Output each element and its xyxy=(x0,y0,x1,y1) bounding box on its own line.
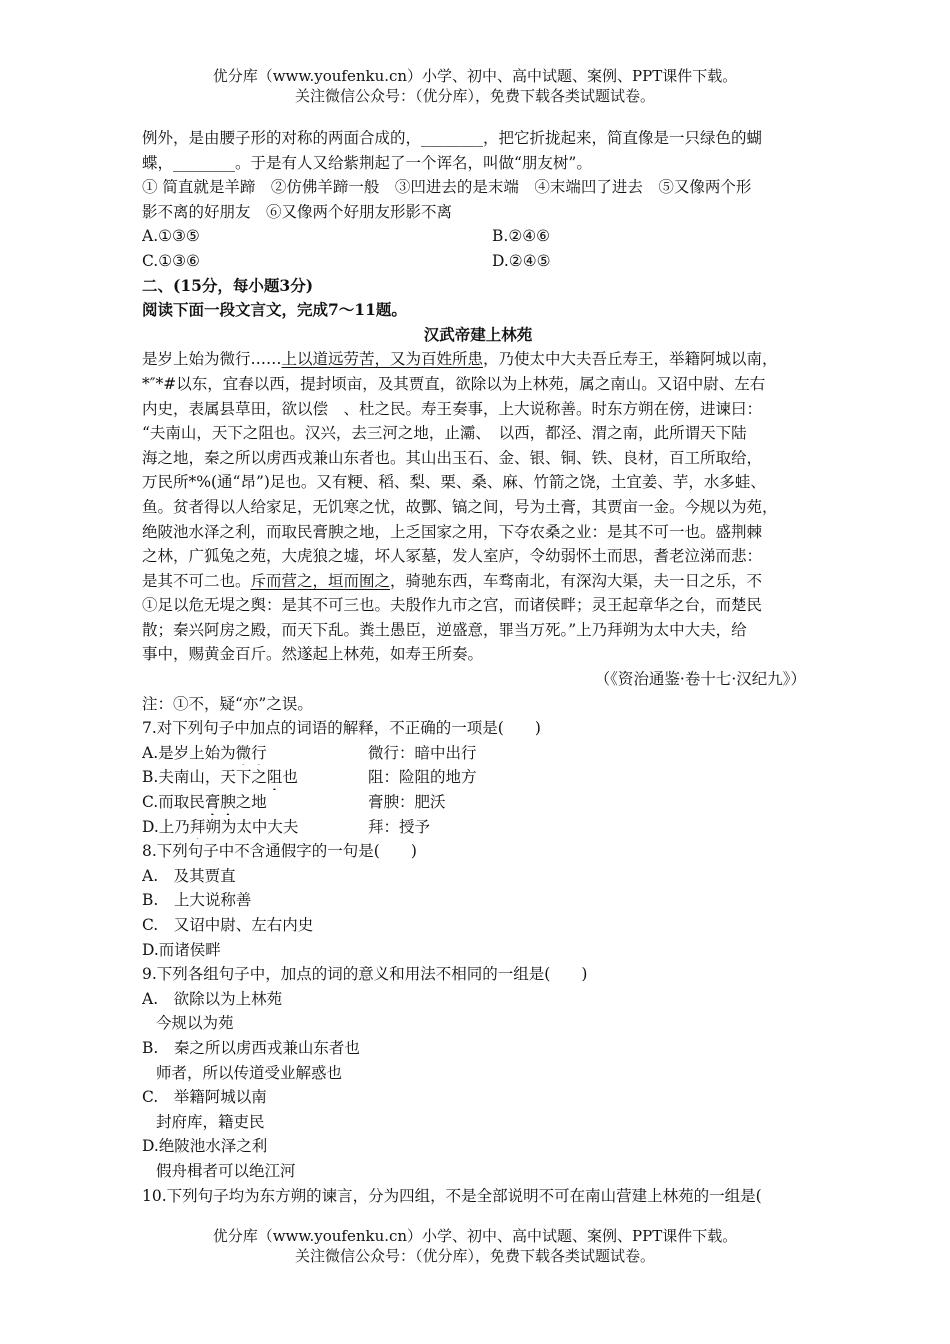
passage-line: 之林，广狐兔之苑，大虎狼之墟，坏人冢墓，发人室庐，令幼弱怀土而思，耆老泣涕而悲： xyxy=(142,547,763,566)
option-definition: 阻：险阻的地方 xyxy=(368,768,477,787)
q7-option xyxy=(142,815,814,840)
passage-text: ，乃使太中大夫吾丘寿王，举籍阿城以南， xyxy=(483,350,778,369)
q9-option: A. 欲除以为上林苑 xyxy=(142,989,283,1008)
dotted-word: 阻 xyxy=(266,768,283,787)
q9-option: 假舟楫者可以绝江河 xyxy=(156,1161,296,1180)
q8-option: A. 及其贾直 xyxy=(142,866,236,885)
q6-option-d: D.②④⑤ xyxy=(492,251,551,270)
q6-option-b: B.②④⑥ xyxy=(492,227,551,246)
q9-option: 封府库，籍吏民 xyxy=(156,1112,265,1131)
q9-option: C. 举籍阿城以南 xyxy=(142,1088,267,1107)
option-text: A.是岁上始为 xyxy=(142,743,236,762)
passage-line: 万民所*%(通“昂”)足也。又有粳、稻、梨、栗、桑、麻、竹箭之饶，土宜姜、芋，水多蛙、 xyxy=(142,473,766,492)
option-definition: 膏腴：肥沃 xyxy=(368,793,446,812)
passage-line xyxy=(142,347,814,372)
passage-note: 注：①不，疑“亦”之误。 xyxy=(142,694,313,713)
section-instruction: 阅读下面一段文言文，完成7～11题。 xyxy=(142,300,407,320)
option-definition: 微行：暗中出行 xyxy=(368,743,477,762)
q8-option: B. 上大说称善 xyxy=(142,891,252,910)
intro-line: 蝶，________。于是有人又给紫荆起了一个诨名，叫做“朋友树”。 xyxy=(142,153,592,172)
passage-line: 散；秦兴阿房之殿，而天下乱。粪土愚臣，逆盛意，罪当万死。”上乃拜朔为太中大夫，给 xyxy=(142,620,747,639)
passage-source: （《资治通鉴·卷十七·汉纪九》） xyxy=(594,670,806,689)
q7-option xyxy=(142,765,814,790)
dotted-word: 拜 xyxy=(189,817,206,836)
q6-option-c: C.①③⑥ xyxy=(142,251,200,270)
passage-line: 内史，表属县草田，欲以偿 、杜之民。寿王奏事，上大说称善。时东方朔在傍，进谏曰： xyxy=(142,399,763,418)
passage-line: *″*#以东，宜春以西，提封顷亩，及其贾直，欲除以为上林苑，属之南山。又诏中尉、左右 xyxy=(142,374,766,393)
option-text: 朔为太中大夫 xyxy=(205,817,299,836)
passage-line: 绝陂池水泽之利，而取民膏腴之地，上乏国家之用，下夺农桑之业：是其不可一也。盛荆棘 xyxy=(142,522,763,541)
q7-option xyxy=(142,741,814,766)
q9-option: D.绝陂池水泽之利 xyxy=(142,1137,268,1156)
intro-line: 影不离的好朋友 ⑥又像两个好朋友形影不离 xyxy=(142,202,453,221)
header-line-2: 关注微信公众号：（优分库），免费下载各类试题试卷。 xyxy=(294,87,655,105)
q7-stem: 7.对下列句子中加点的词语的解释，不正确的一项是( ) xyxy=(142,719,541,738)
q8-option: D.而诸侯畔 xyxy=(142,940,221,959)
passage-line xyxy=(142,569,814,594)
passage-line: 鱼。贫者得以人给家足，无饥寒之忧，故酆、镐之间，号为土膏，其贾亩一金。今规以为苑， xyxy=(142,497,778,516)
footer-line-2: 关注微信公众号：（优分库），免费下载各类试题试卷。 xyxy=(294,1247,655,1265)
q9-option: 今规以为苑 xyxy=(156,1014,234,1033)
section-heading: 二、(15分，每小题3分) xyxy=(142,275,314,295)
passage-line: 海之地，秦之所以虏西戎兼山东者也。其山出玉石、金、银、铜、铁、良材，百工所取给， xyxy=(142,448,763,467)
document-body xyxy=(142,126,814,1208)
intro-line: ① 简直就是羊蹄 ②仿佛羊蹄一般 ③凹进去的是末端 ④末端凹了进去 ⑤又像两个形 xyxy=(142,178,752,197)
passage-text: 是其不可二也。 xyxy=(142,571,251,590)
q9-stem: 9.下列各组句子中，加点的词的意义和用法不相同的一组是( ) xyxy=(142,965,588,984)
q6-option-a: A.①③⑤ xyxy=(142,227,200,246)
passage-text: ，骑驰东西，车骛南北，有深沟大渠，夫一日之乐，不 xyxy=(390,571,763,590)
q7-option xyxy=(142,790,814,815)
q10-stem: 10.下列句子均为东方朔的谏言，分为四组，不是全部说明不可在南山营建上林苑的一组是( xyxy=(142,1186,762,1205)
passage-line: “夫南山，天下之阻也。汉兴，去三河之地，止灞、 以西，都泾、渭之南，此所谓天下陆 xyxy=(142,424,747,443)
passage-line: 事中，赐黄金百斤。然遂起上林苑，如寿王所奏。 xyxy=(142,645,484,664)
dotted-word: 微行 xyxy=(235,743,267,762)
passage-text: 是岁上始为微行…… xyxy=(142,350,282,369)
option-text: 之地 xyxy=(235,793,267,812)
passage-line: ①足以危无堤之舆：是其不可三也。夫殷作九市之宫，而诸侯畔；灵王起章华之台，而楚民 xyxy=(142,596,763,615)
q9-option: 师者，所以传道受业解惑也 xyxy=(156,1063,343,1082)
option-text: 也 xyxy=(282,768,298,787)
header-line-1: 优分库（www.youfenku.cn）小学、初中、高中试题、案例、PPT课件下载。 xyxy=(212,67,738,85)
q6-options-row-1 xyxy=(142,224,814,249)
underlined-sentence: 斥而营之，垣而囿之 xyxy=(250,571,391,590)
option-text: C.而取民 xyxy=(142,793,205,812)
intro-line: 例外，是由腰子形的对称的两面合成的，________，把它折拢起来，简直像是一只绿色的蝴 xyxy=(142,129,763,147)
option-text: D.上乃 xyxy=(142,817,190,836)
underlined-sentence: 上以道远劳苦，又为百姓所患 xyxy=(281,350,484,369)
page-footer xyxy=(0,1226,950,1266)
option-text: B.夫南山，天下之 xyxy=(142,768,267,787)
q6-options-row-2 xyxy=(142,249,814,274)
option-definition: 拜：授予 xyxy=(368,817,431,836)
footer-line-1: 优分库（www.youfenku.cn）小学、初中、高中试题、案例、PPT课件下载。 xyxy=(212,1227,738,1245)
q8-stem: 8.下列句子中不含通假字的一句是( ) xyxy=(142,842,417,861)
dotted-word: 膏腴 xyxy=(204,793,236,812)
passage-title: 汉武帝建上林苑 xyxy=(423,324,533,344)
q8-option: C. 又诏中尉、左右内史 xyxy=(142,916,314,934)
page-header xyxy=(0,66,950,106)
q9-option: B. 秦之所以虏西戎兼山东者也 xyxy=(142,1038,360,1057)
